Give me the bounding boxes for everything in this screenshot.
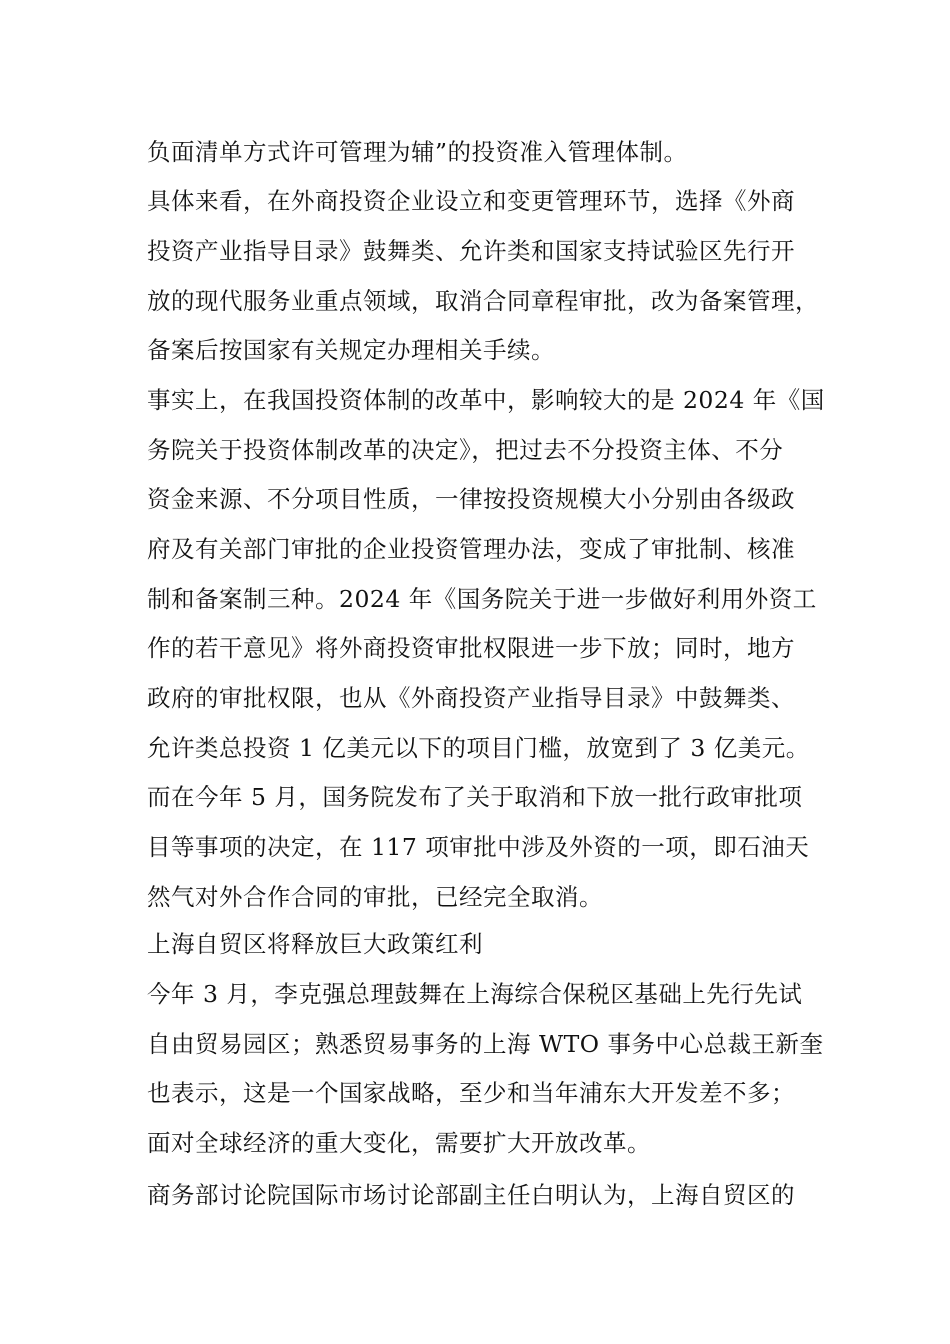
text-line: 商务部讨论院国际市场讨论部副主任白明认为，上海自贸区的 xyxy=(147,1181,795,1209)
text-line: 自由贸易园区；熟悉贸易事务的上海 WTO 事务中心总裁王新奎 xyxy=(147,1030,824,1058)
text-line: 资金来源、不分项目性质，一律按投资规模大小分别由各级政 xyxy=(147,485,795,513)
text-line: 今年 3 月，李克强总理鼓舞在上海综合保税区基础上先行先试 xyxy=(147,980,803,1008)
text-line: 备案后按国家有关规定办理相关手续。 xyxy=(147,336,555,364)
text-line: 具体来看，在外商投资企业设立和变更管理环节，选择《外商 xyxy=(147,187,795,215)
text-line: 负面清单方式许可管理为辅”的投资准入管理体制。 xyxy=(147,138,688,166)
text-line: 而在今年 5 月，国务院发布了关于取消和下放一批行政审批项 xyxy=(147,783,803,811)
text-line: 目等事项的决定，在 117 项审批中涉及外资的一项，即石油天 xyxy=(147,833,810,861)
text-line: 制和备案制三种。2024 年《国务院关于进一步做好利用外资工 xyxy=(147,585,817,613)
text-line: 也表示，这是一个国家战略，至少和当年浦东大开发差不多； xyxy=(147,1079,795,1107)
text-line: 允许类总投资 1 亿美元以下的项目门槛，放宽到了 3 亿美元。 xyxy=(147,734,810,762)
text-line: 政府的审批权限，也从《外商投资产业指导目录》中鼓舞类、 xyxy=(147,684,795,712)
section-heading: 上海自贸区将释放巨大政策红利 xyxy=(147,930,483,958)
text-line: 然气对外合作合同的审批，已经完全取消。 xyxy=(147,883,603,911)
text-line: 面对全球经济的重大变化，需要扩大开放改革。 xyxy=(147,1129,651,1157)
text-line: 事实上，在我国投资体制的改革中，影响较大的是 2024 年《国 xyxy=(147,386,825,414)
text-line: 放的现代服务业重点领域，取消合同章程审批，改为备案管理， xyxy=(147,287,819,315)
text-line: 投资产业指导目录》鼓舞类、允许类和国家支持试验区先行开 xyxy=(147,237,795,265)
text-line: 务院关于投资体制改革的决定》，把过去不分投资主体、不分 xyxy=(147,436,784,464)
text-line: 作的若干意见》将外商投资审批权限进一步下放；同时，地方 xyxy=(147,634,795,662)
text-line: 府及有关部门审批的企业投资管理办法，变成了审批制、核准 xyxy=(147,535,795,563)
